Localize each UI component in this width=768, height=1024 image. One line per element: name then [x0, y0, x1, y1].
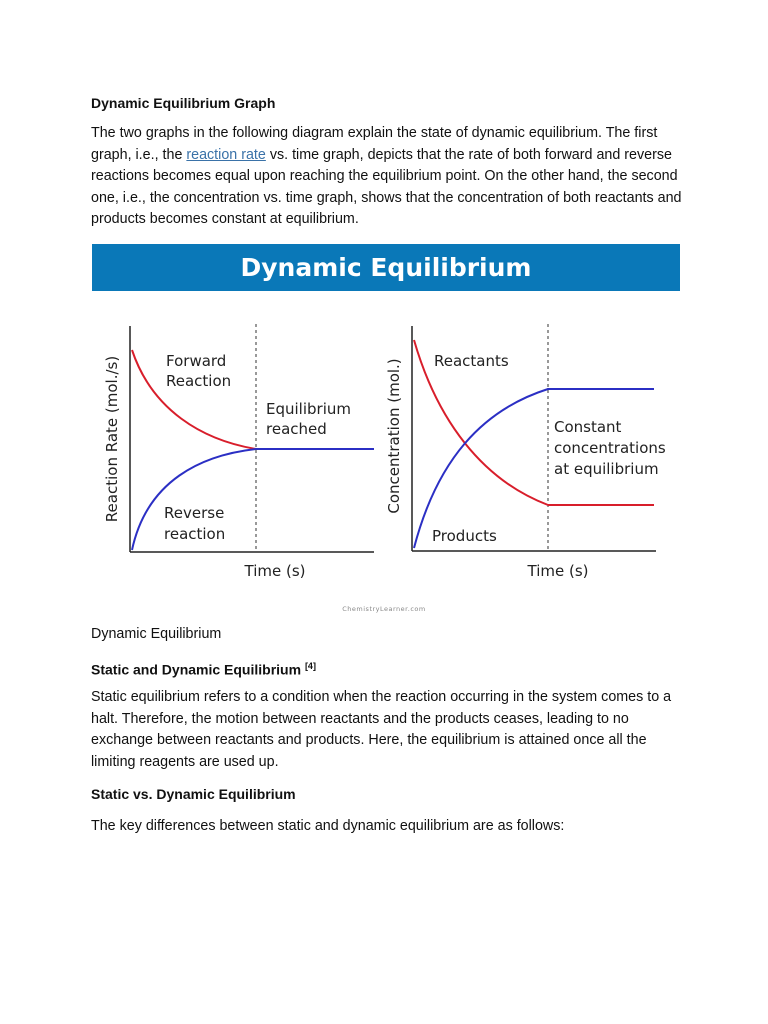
conc-annotation-products: Products	[432, 527, 497, 545]
intro-text-end: vs. time graph, depicts that the rate of both forward and reverse reactions becomes equal upon reaching the equilibrium point. On the other hand, the second one, i.e., the concentration vs. time graph, shows that the concentration of both reactants and products becomes constant at equilibrium.	[91, 146, 682, 227]
reaction-rate-link[interactable]: reaction rate	[186, 146, 266, 163]
section-heading-static-vs-dynamic: Static vs. Dynamic Equilibrium	[91, 786, 296, 802]
conc-annotation-concentrations: concentrations	[554, 439, 666, 457]
reference-marker[interactable]: [4]	[304, 661, 316, 671]
section-heading-static-dynamic-text: Static and Dynamic Equilibrium	[91, 661, 302, 678]
conc-x-label: Time (s)	[527, 562, 589, 580]
conc-annotation-at-equilibrium: at equilibrium	[554, 460, 659, 478]
rate-x-label: Time (s)	[244, 562, 306, 580]
rate-annotation-reaction: Reaction	[166, 372, 232, 390]
conc-annotation-reactants: Reactants	[434, 352, 509, 370]
rate-annotation-reached: reached	[266, 420, 327, 438]
rate-annotation-reverse-reaction: reaction	[164, 525, 226, 543]
rate-annotation-reverse: Reverse	[164, 504, 225, 522]
section-heading-graph: Dynamic Equilibrium Graph	[91, 95, 276, 111]
rate-y-label: Reaction Rate (mol./s)	[103, 355, 121, 523]
concentration-chart	[385, 324, 666, 580]
section-heading-static-dynamic	[91, 657, 691, 679]
conc-y-label: Concentration (mol.)	[385, 358, 403, 514]
rate-annotation-equilibrium: Equilibrium	[266, 400, 351, 418]
conc-annotation-constant: Constant	[554, 418, 622, 436]
rate-annotation-forward: Forward	[166, 352, 227, 370]
static-equilibrium-paragraph: Static equilibrium refers to a condition when the reaction occurring in the system comes to a halt. Therefore, the motion between reactants and the products ceases, leading to no exchange between reactants and products. Here, the equilibrium is attained once all the limiting reagents are used up.	[91, 689, 672, 770]
intro-text-start: The two graphs in the following diagram explain the state of dynamic equilibrium. The first graph, i.e., the	[91, 125, 658, 163]
rate-chart	[103, 324, 374, 580]
figure-banner-title: Dynamic Equilibrium	[92, 244, 680, 291]
differences-paragraph: The key differences between static and dynamic equilibrium are as follows:	[91, 818, 565, 834]
intro-paragraph	[91, 123, 691, 231]
equilibrium-figure	[92, 300, 684, 620]
image-credit: ChemistryLearner.com	[342, 605, 426, 613]
figure-caption: Dynamic Equilibrium	[91, 626, 222, 642]
